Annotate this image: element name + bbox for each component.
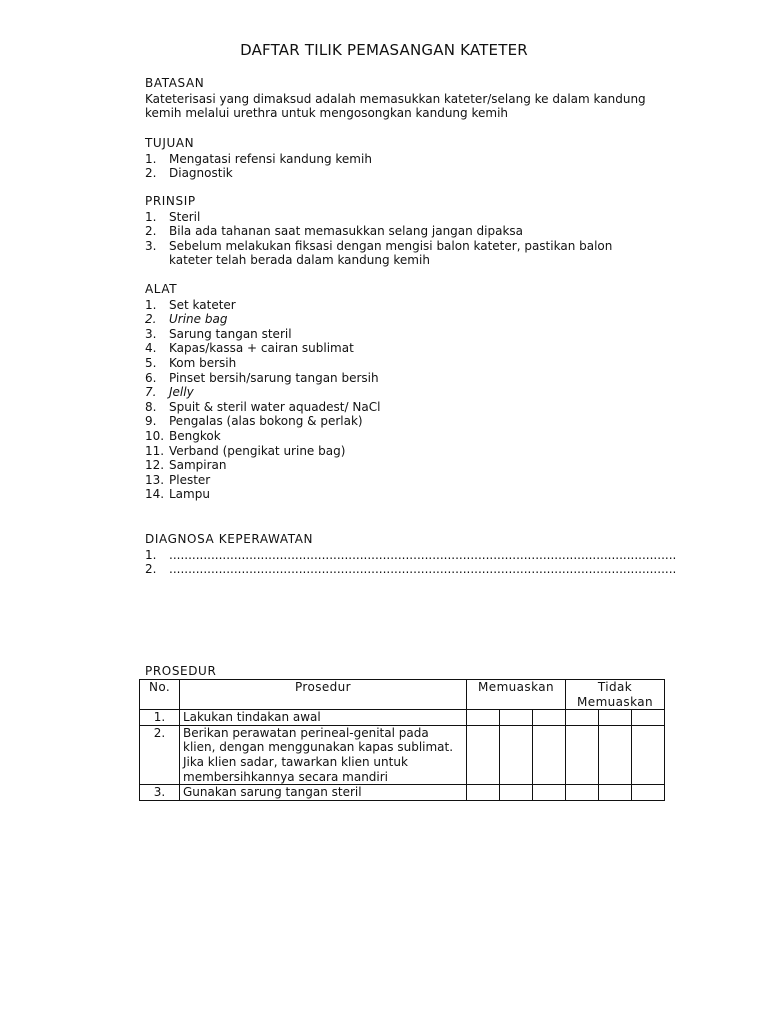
- list-text: Steril: [169, 209, 201, 224]
- row-prosedur-text: Lakukan tindakan awal: [180, 710, 467, 726]
- check-cell[interactable]: [533, 785, 566, 801]
- list-number: 10.: [145, 428, 165, 443]
- prinsip-heading: PRINSIP: [145, 194, 196, 208]
- list-number: 3.: [145, 238, 157, 253]
- diagnosa-section: [145, 532, 685, 577]
- list-item: [145, 473, 685, 488]
- list-item: [145, 298, 685, 313]
- list-text: Lampu: [169, 487, 210, 502]
- list-text: Plester: [169, 472, 211, 487]
- row-number: 1.: [140, 710, 180, 726]
- list-number: 7.: [145, 385, 157, 400]
- table-header-row: [140, 680, 665, 710]
- list-item: [145, 429, 685, 444]
- list-item: [145, 414, 685, 429]
- list-number: 2.: [145, 224, 157, 239]
- list-number: 9.: [145, 414, 157, 429]
- row-prosedur-text: Gunakan sarung tangan steril: [180, 785, 467, 801]
- check-cell[interactable]: [500, 725, 533, 784]
- list-item: [145, 166, 685, 181]
- check-cell[interactable]: [566, 710, 599, 726]
- batasan-heading: BATASAN: [145, 76, 205, 90]
- list-number: 2.: [145, 562, 157, 577]
- list-item: [145, 327, 685, 342]
- list-text: Sarung tangan steril: [169, 326, 292, 341]
- check-cell[interactable]: [467, 710, 500, 726]
- diagnosa-list: [145, 548, 685, 577]
- list-item: [145, 562, 685, 577]
- list-text: Sebelum melakukan fiksasi dengan mengisi balon kateter, pastikan balon kateter telah berada dalam kandung kemih: [169, 238, 613, 268]
- tujuan-list: [145, 152, 685, 181]
- list-text: Bila ada tahanan saat memasukkan selang jangan dipaksa: [169, 224, 524, 239]
- prinsip-section: [145, 194, 685, 268]
- list-number: 1.: [145, 209, 157, 224]
- document-title: DAFTAR TILIK PEMASANGAN KATETER: [240, 41, 528, 59]
- list-item: [145, 341, 685, 356]
- list-number: 2.: [145, 166, 157, 181]
- check-cell[interactable]: [533, 710, 566, 726]
- list-number: 3.: [145, 326, 157, 341]
- list-text: Kom bersih: [169, 355, 237, 370]
- list-item: [145, 444, 685, 459]
- table-row: [140, 725, 665, 784]
- batasan-text: Kateterisasi yang dimaksud adalah memasukkan kateter/selang ke dalam kandung kemih melalui urethra untuk mengosongkan kandung kemih: [145, 91, 646, 121]
- check-cell[interactable]: [566, 725, 599, 784]
- prinsip-list: [145, 210, 685, 268]
- check-cell[interactable]: [632, 785, 665, 801]
- alat-heading: ALAT: [145, 282, 178, 296]
- list-item: [145, 487, 685, 502]
- check-cell[interactable]: [467, 785, 500, 801]
- list-text: Kapas/kassa + cairan sublimat: [169, 341, 354, 356]
- check-cell[interactable]: [500, 785, 533, 801]
- list-text: Pengalas (alas bokong & perlak): [169, 414, 363, 429]
- check-cell[interactable]: [566, 785, 599, 801]
- list-number: 11.: [145, 443, 165, 458]
- header-tidak-memuaskan: Tidak Memuaskan: [566, 680, 665, 710]
- check-cell[interactable]: [467, 725, 500, 784]
- header-prosedur: Prosedur: [180, 680, 467, 710]
- list-text: Set kateter: [169, 297, 236, 312]
- list-text: Verband (pengikat urine bag): [169, 443, 346, 458]
- row-prosedur-text: Berikan perawatan perineal-genital pada klien, dengan menggunakan kapas sublimat. Jika klien sadar, tawarkan klien untuk membersihkannya secara mandiri: [180, 725, 467, 784]
- check-cell[interactable]: [632, 725, 665, 784]
- list-number: 1.: [145, 547, 157, 562]
- list-item: [145, 385, 685, 400]
- row-number: 3.: [140, 785, 180, 801]
- check-cell[interactable]: [500, 710, 533, 726]
- list-number: 14.: [145, 487, 165, 502]
- list-text: Urine bag: [169, 312, 228, 327]
- list-text: Spuit & steril water aquadest/ NaCl: [169, 399, 381, 414]
- list-number: 1.: [145, 297, 157, 312]
- check-cell[interactable]: [599, 725, 632, 784]
- list-number: 5.: [145, 355, 157, 370]
- list-number: 2.: [145, 312, 157, 327]
- tujuan-section: [145, 136, 685, 181]
- list-item: [145, 356, 685, 371]
- list-item: [145, 400, 685, 415]
- check-cell[interactable]: [533, 725, 566, 784]
- list-text: Sampiran: [169, 458, 227, 473]
- batasan-section: [145, 76, 685, 121]
- dotted-fill-line: .....................................................................................................................................: [169, 547, 677, 562]
- tujuan-heading: TUJUAN: [145, 136, 195, 150]
- list-number: 1.: [145, 151, 157, 166]
- alat-list: [145, 298, 685, 502]
- dotted-fill-line: .....................................................................................................................................: [169, 562, 677, 577]
- list-item: [145, 224, 685, 239]
- alat-section: [145, 282, 685, 502]
- list-item: [145, 548, 685, 563]
- check-cell[interactable]: [599, 785, 632, 801]
- list-item: [145, 152, 685, 167]
- row-number: 2.: [140, 725, 180, 784]
- header-memuaskan: Memuaskan: [467, 680, 566, 710]
- list-number: 4.: [145, 341, 157, 356]
- list-item: [145, 371, 685, 386]
- table-row: [140, 710, 665, 726]
- list-text: Jelly: [169, 385, 194, 400]
- list-item: [145, 458, 685, 473]
- list-item: [145, 312, 685, 327]
- list-text: Diagnostik: [169, 166, 233, 181]
- header-no: No.: [140, 680, 180, 710]
- list-item: [145, 239, 685, 268]
- list-number: 12.: [145, 458, 165, 473]
- check-cell[interactable]: [599, 710, 632, 726]
- check-cell[interactable]: [632, 710, 665, 726]
- diagnosa-heading: DIAGNOSA KEPERAWATAN: [145, 532, 314, 546]
- table-row: [140, 785, 665, 801]
- list-number: 8.: [145, 399, 157, 414]
- list-item: [145, 210, 685, 225]
- prosedur-table: [139, 679, 665, 801]
- list-text: Mengatasi refensi kandung kemih: [169, 151, 372, 166]
- list-number: 13.: [145, 472, 165, 487]
- list-text: Pinset bersih/sarung tangan bersih: [169, 370, 379, 385]
- prosedur-heading: PROSEDUR: [145, 664, 217, 678]
- list-text: Bengkok: [169, 428, 221, 443]
- list-number: 6.: [145, 370, 157, 385]
- prosedur-section: [145, 664, 685, 680]
